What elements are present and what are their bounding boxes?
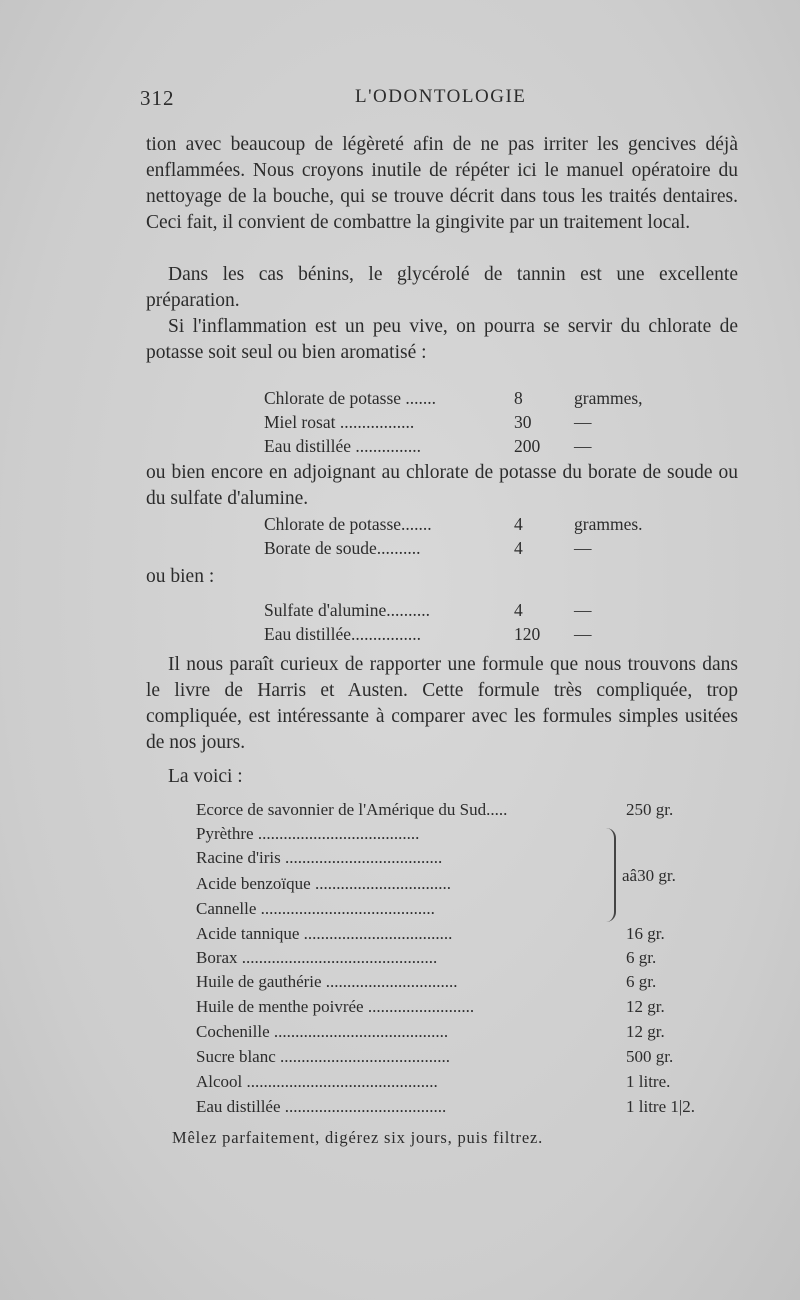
- paragraph-4: ou bien encore en adjoignant au chlorate de potasse du borate de soude ou du sulfate d'alumine.: [146, 462, 738, 509]
- table-row: Racine d'iris .....................................: [196, 848, 443, 867]
- table-row: Acide benzoïque ................................: [196, 874, 451, 893]
- formula-row: Sulfate d'alumine.......... 4 —: [264, 600, 592, 620]
- table-row: Eau distillée ...................................... 1 litre 1|2.: [196, 1097, 696, 1116]
- page-number: 312: [140, 86, 175, 110]
- table-row: Ecorce de savonnier de l'Amérique du Sud..... 250 gr.: [196, 800, 674, 819]
- paragraph-2: Dans les cas bénins, le glycérolé de tannin est une excellente préparation.: [146, 264, 738, 311]
- formula-row: Eau distillée................ 120 —: [264, 624, 592, 644]
- table-row: Pyrèthre ......................................: [196, 824, 420, 843]
- table-row: Cochenille ......................................... 12 gr.: [196, 1022, 665, 1041]
- ou-bien-label: ou bien :: [146, 566, 215, 587]
- formula-chlorate: [264, 386, 643, 458]
- table-row: Sucre blanc ........................................ 500 gr.: [196, 1047, 674, 1066]
- formula-borate: [264, 512, 643, 560]
- grouping-brace: [604, 828, 616, 922]
- paragraph-1: tion avec beaucoup de légèreté afin de ne pas irriter les gencives déjà enflammées. Nous croyons inutile de répéter ici le manuel opératoire du nettoyage de la bouche, qui se trouve décrit dans tous les traités dentaires. Ceci fait, il convient de combattre la gingivite par un traitement local.: [146, 134, 738, 233]
- table-row: Alcool ............................................. 1 litre.: [196, 1072, 671, 1091]
- paragraph-3: Si l'inflammation est un peu vive, on pourra se servir du chlorate de potasse soit seul ou bien aromatisé :: [146, 316, 738, 363]
- table-row: Huile de gauthérie ............................... 6 gr.: [196, 972, 657, 991]
- table-row: Acide tannique ................................... 16 gr.: [196, 924, 665, 943]
- formula-row: Chlorate de potasse....... 4 grammes.: [264, 514, 643, 534]
- formula-row: Miel rosat ................. 30 —: [264, 412, 592, 432]
- la-voici: La voici :: [168, 766, 243, 787]
- table-row: Huile de menthe poivrée ......................... 12 gr.: [196, 997, 665, 1016]
- formula-row: Eau distillée ............... 200 —: [264, 436, 592, 456]
- table-row: Cannelle .........................................: [196, 899, 435, 918]
- formula-row: Chlorate de potasse ....... 8 grammes,: [264, 388, 643, 408]
- running-title: L'ODONTOLOGIE: [355, 86, 527, 107]
- grouped-value: aâ30 gr.: [622, 866, 676, 885]
- footer-instruction: Mêlez parfaitement, digérez six jours, puis filtrez.: [172, 1128, 544, 1147]
- formula-row: Borate de soude.......... 4 —: [264, 538, 592, 558]
- page-header: [140, 86, 730, 116]
- formula-alumine: [264, 598, 592, 646]
- table-row: Borax .............................................. 6 gr.: [196, 948, 657, 967]
- paragraph-5: Il nous paraît curieux de rapporter une formule que nous trouvons dans le livre de Harris et Austen. Cette formule très compliquée, trop compliquée, est intéressante à comparer avec les formules simples usitées de nos jours.: [146, 654, 738, 753]
